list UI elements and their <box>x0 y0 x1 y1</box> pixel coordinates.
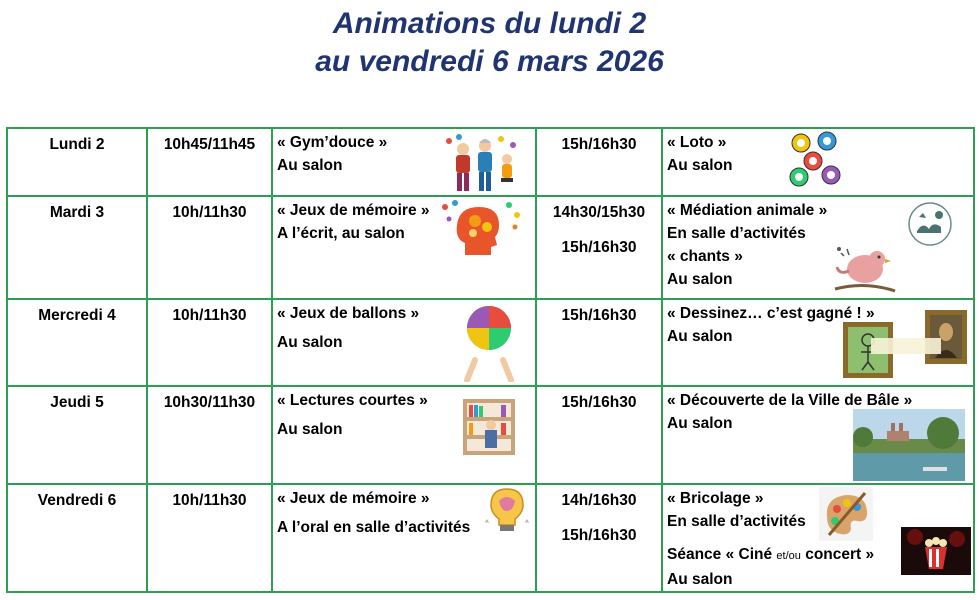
et-ou-label: et/ou <box>776 550 801 562</box>
activity-title: « Gym’douce » <box>277 134 388 151</box>
lightbulb-brain-icon <box>483 487 531 533</box>
afternoon-time <box>536 196 662 299</box>
activity-title: « Lectures courtes » <box>277 392 428 409</box>
loto-balls-icon <box>787 131 845 191</box>
morning-time: 10h/11h30 <box>147 484 272 592</box>
day-cell: Jeudi 5 <box>7 386 147 484</box>
activity-title: « Jeux de mémoire » <box>277 202 430 219</box>
activity-place: En salle d’activités <box>667 513 806 530</box>
morning-activity <box>272 484 536 592</box>
afternoon-time-2: 15h/16h30 <box>561 239 637 256</box>
activity-place-2: Au salon <box>667 271 733 288</box>
animals-icon <box>907 201 953 247</box>
schedule-table <box>6 127 975 593</box>
afternoon-activity <box>662 299 974 386</box>
bookshelf-icon <box>461 397 519 459</box>
table-row <box>7 386 974 484</box>
afternoon-time-1: 14h/16h30 <box>561 492 637 509</box>
afternoon-activity <box>662 484 974 592</box>
activity-title: « Découverte de la Ville de Bâle » <box>667 392 913 409</box>
activity-place: Au salon <box>667 157 733 174</box>
dessinez-board-icon <box>841 308 969 380</box>
activity-title: « Dessinez… c’est gagné ! » <box>667 305 875 322</box>
activity-title: « Bricolage » <box>667 490 764 507</box>
page-title-line-1: Animations du lundi 2 <box>332 7 647 40</box>
table-row <box>7 196 974 299</box>
afternoon-time-1: 14h30/15h30 <box>552 204 646 221</box>
afternoon-activity <box>662 386 974 484</box>
brain-head-icon <box>439 199 523 263</box>
basel-photo-icon <box>853 409 965 481</box>
activity-place: A l’écrit, au salon <box>277 225 405 242</box>
bird-icon <box>833 241 897 299</box>
activity-title-2: « chants » <box>667 248 743 265</box>
day-cell: Mercredi 4 <box>7 299 147 386</box>
morning-time: 10h45/11h45 <box>147 128 272 196</box>
afternoon-time: 15h/16h30 <box>536 128 662 196</box>
morning-activity <box>272 386 536 484</box>
day-cell: Mardi 3 <box>7 196 147 299</box>
page-title-line-2: au vendredi 6 mars 2026 <box>315 45 664 78</box>
ball-icon <box>461 304 517 382</box>
cinema-icon <box>901 527 971 575</box>
activity-place: Au salon <box>277 334 343 351</box>
morning-time: 10h30/11h30 <box>147 386 272 484</box>
day-cell: Vendredi 6 <box>7 484 147 592</box>
afternoon-time: 15h/16h30 <box>536 386 662 484</box>
day-cell: Lundi 2 <box>7 128 147 196</box>
morning-activity <box>272 196 536 299</box>
activity-place-2: Au salon <box>667 571 733 588</box>
afternoon-activity <box>662 128 974 196</box>
concert-label: concert » <box>800 546 875 563</box>
afternoon-activity <box>662 196 974 299</box>
table-row <box>7 128 974 196</box>
paint-palette-icon <box>819 487 873 541</box>
activity-title: « Jeux de mémoire » <box>277 490 430 507</box>
activity-place: Au salon <box>277 421 343 438</box>
activity-title: « Médiation animale » <box>667 202 828 219</box>
activity-place: Au salon <box>277 157 343 174</box>
activity-title: « Loto » <box>667 134 727 151</box>
table-row <box>7 299 974 386</box>
activity-title: « Jeux de ballons » <box>277 305 420 322</box>
activity-place: En salle d’activités <box>667 225 806 242</box>
table-row <box>7 484 974 592</box>
activity-place: A l’oral en salle d’activités <box>277 519 471 536</box>
morning-activity <box>272 128 536 196</box>
afternoon-time <box>536 484 662 592</box>
afternoon-time: 15h/16h30 <box>536 299 662 386</box>
activity-place: Au salon <box>667 415 733 432</box>
gym-icon <box>441 133 521 193</box>
activity-place: Au salon <box>667 328 733 345</box>
morning-time: 10h/11h30 <box>147 299 272 386</box>
morning-activity <box>272 299 536 386</box>
cine-label: Séance « Ciné <box>667 546 777 563</box>
afternoon-time-2: 15h/16h30 <box>561 527 637 544</box>
morning-time: 10h/11h30 <box>147 196 272 299</box>
